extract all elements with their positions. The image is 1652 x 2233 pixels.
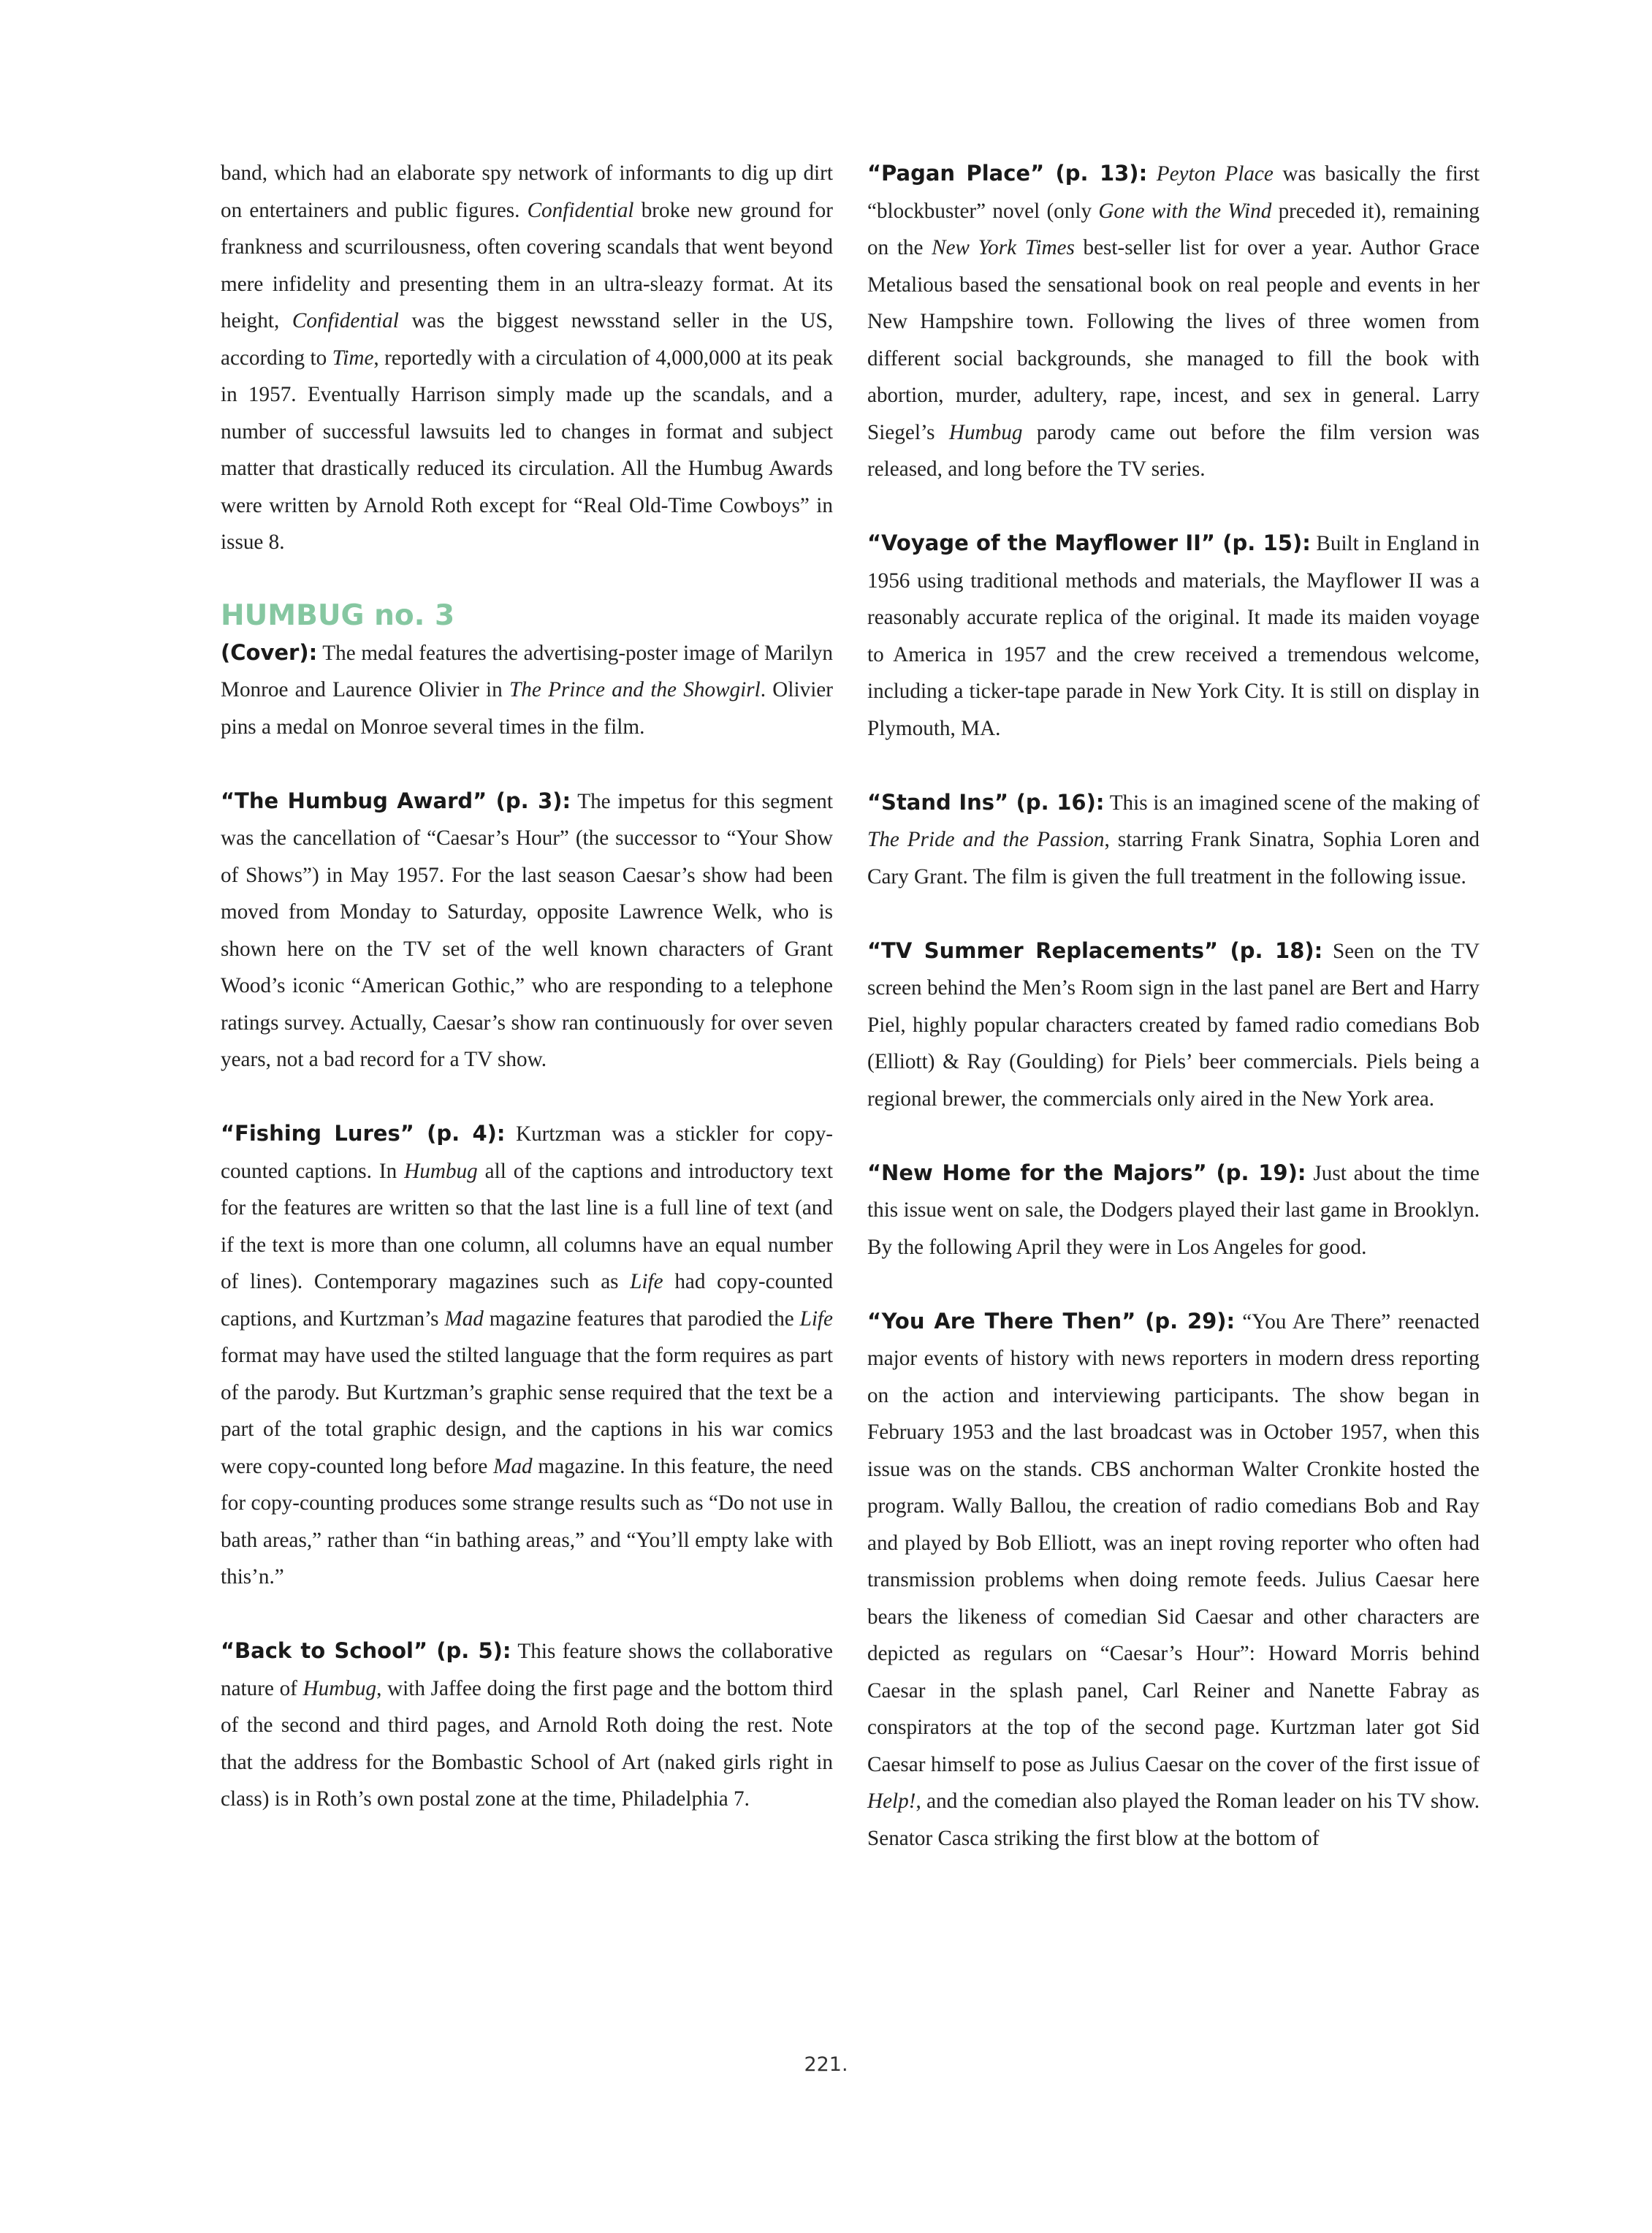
you-are-there-paragraph: “You Are There Then” (p. 29): “You Are There” reenacted major events of history with news reporters in modern dress reporting on the action and interviewing participants. The show began in February 1953 and the last broadcast was in October 1957, when this issue was on the stands. CBS anchorman Walter Cronkite hosted the program. Wally Ballou, the creation of radio comedians Bob and Ray and played by Bob Elliott, was an inept roving reporter who often had transmission problems when doing remote feeds. Julius Caesar here bears the likeness of comedian Sid Caesar and other characters are depicted as regulars on “Caesar’s Hour”: Howard Morris behind Caesar in the splash panel, Carl Reiner and Nanette Fabray as conspirators at the top of the second page. Kurtzman later got Sid Caesar himself to pose as Julius Caesar on the cover of the first issue of Help!, and the comedian also played the Roman leader on his TV show. Senator Casca striking the first blow at the bottom of	[867, 1308, 1480, 1850]
stand-ins-paragraph: “Stand Ins” (p. 16): This is an imagined scene of the making of The Pride and the Passion, starring Frank Sinatra, Sophia Loren and Cary Grant. The film is given the full treatment in the following issue.	[867, 789, 1480, 889]
new-home-paragraph: “New Home for the Majors” (p. 19): Just about the time this issue went on sale, the Dodgers played their last game in Brooklyn. By the following April they were in Los Angeles for good.	[867, 1160, 1480, 1259]
intro-paragraph: band, which had an elaborate spy network of informants to dig up dirt on entertainers and public figures. Confidential broke new ground for frankness and scurrilousness, often covering scandals that went beyond mere infidelity and presenting them in an ultra-sleazy format. At its height, Confidential was the biggest newsstand seller in the US, according to Time, reportedly with a circulation of 4,000,000 at its peak in 1957. Eventually Harrison simply made up the scandals, and a number of successful lawsuits led to changes in format and subject matter that drastically reduced its circulation. All the Humbug Awards were written by Arnold Roth except for “Real Old-Time Cowboys” in issue 8.	[221, 161, 833, 554]
humbug-award-paragraph: “The Humbug Award” (p. 3): The impetus for this segment was the cancellation of “Caesar’s Hour” (the successor to “Your Show of Shows”) in May 1957. For the last season Caesar’s show had been moved from Monday to Saturday, opposite Lawrence Welk, who is shown here on the TV set of the well known characters of Grant Wood’s iconic “American Gothic,” who are responding to a telephone ratings survey. Actually, Caesar’s show ran continuously for over seven years, not a bad record for a TV show.	[221, 788, 834, 1071]
page-number: 221.	[804, 2053, 848, 2076]
tv-summer-paragraph: “TV Summer Replacements” (p. 18): Seen on the TV screen behind the Men’s Room sign in the last panel are Bert and Harry Piel, highly popular characters created by famed radio comedians Bob (Elliott) & Ray (Goulding) for Piels’ beer commercials. Piels being a regional brewer, the commercials only aired in the New York area.	[867, 937, 1480, 1111]
pagan-place-paragraph: “Pagan Place” (p. 13): Peyton Place was basically the first “blockbuster” novel (only Gone with the Wind preceded it), remaining on the New York Times best-seller list for over a year. Author Grace Metalious based the sensational book on real people and events in her New Hampshire town. Following the lives of three women from different social backgrounds, she managed to fill the book with abortion, murder, adultery, rape, incest, and sex in general. Larry Siegel’s Humbug parody came out before the film version was released, and long before the TV series.	[867, 161, 1480, 481]
cover-paragraph: (Cover): The medal features the advertising-poster image of Marilyn Monroe and Laurence Olivier in The Prince and the Showgirl. Olivier pins a medal on Monroe several times in the film.	[221, 639, 833, 739]
back-to-school-paragraph: “Back to School” (p. 5): This feature shows the collaborative nature of Humbug, with Jaffee doing the first page and the bottom third of the second and third pages, and Arnold Roth doing the rest. Note that the address for the Bombastic School of Art (naked girls right in class) is in Roth’s own postal zone at the time, Philadelphia 7.	[221, 1638, 833, 1811]
fishing-lures-paragraph: “Fishing Lures” (p. 4): Kurtzman was a stickler for copy-counted captions. In Humbug all of the captions and introductory text for the features are written so that the last line is a full line of text (and if the text is more than one column, all columns have an equal number of lines). Contemporary magazines such as Life had copy-counted captions, and Kurtzman’s Mad magazine features that parodied the Life format may have used the stilted language that the form requires as part of the parody. But Kurtzman’s graphic sense required that the text be a part of the total graphic design, and the captions in his war comics were copy-counted long before Mad magazine. In this feature, the need for copy-counting produces some strange results such as “Do not use in bath areas,” rather than “in bathing areas,” and “You’ll empty lake with this’n.”	[221, 1121, 834, 1589]
section-title: HUMBUG no. 3	[221, 598, 455, 632]
left-column	[221, 155, 833, 1818]
mayflower-paragraph: “Voyage of the Mayflower II” (p. 15): Built in England in 1956 using traditional methods and materials, the Mayflower II was a reasonably accurate replica of the original. It made its maiden voyage to America in 1957 and the crew received a tremendous welcome, including a ticker-tape parade in New York City. It is still on display in Plymouth, MA.	[867, 530, 1480, 740]
right-column	[867, 155, 1480, 1857]
